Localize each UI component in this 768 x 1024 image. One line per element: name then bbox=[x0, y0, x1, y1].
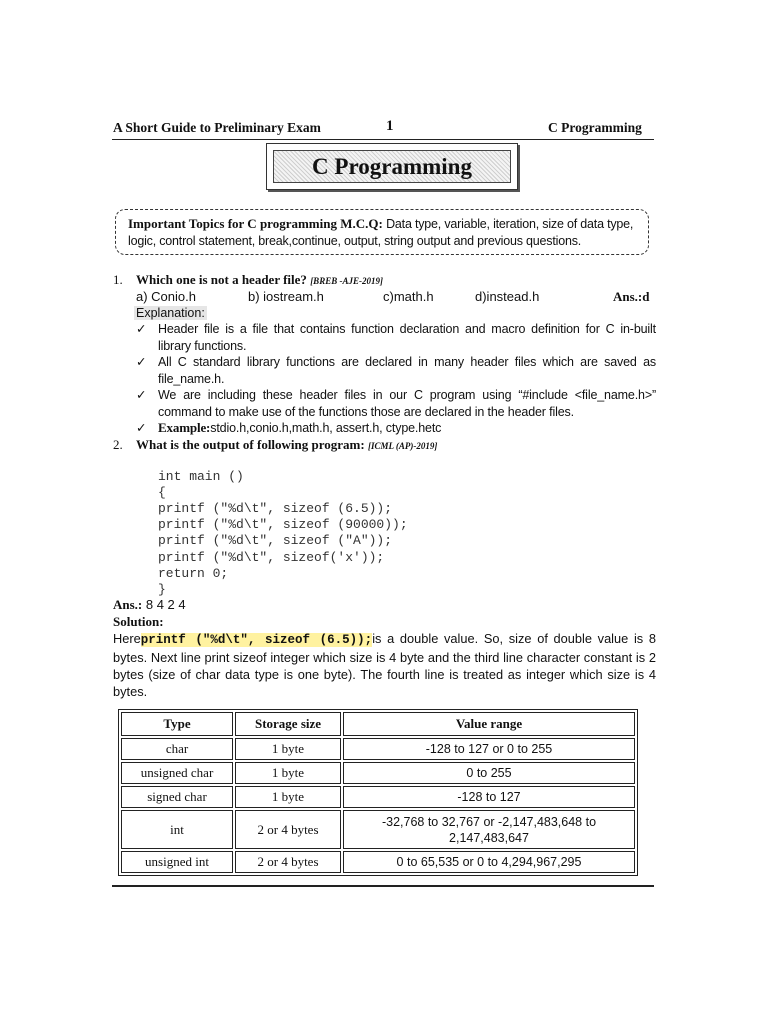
q2-number: 2. bbox=[113, 437, 123, 452]
solution-paragraph bbox=[113, 630, 656, 700]
check-icon: ✓ bbox=[136, 421, 147, 435]
q1-bullet-text: All C standard library functions are declared in many header files which are saved as file_name.h. bbox=[158, 355, 656, 386]
code-line: { bbox=[158, 485, 166, 501]
q2-answer-label: Ans.: bbox=[113, 597, 143, 612]
table-cell: unsigned char bbox=[121, 762, 233, 784]
header-rule bbox=[112, 139, 654, 140]
table-cell: -128 to 127 bbox=[343, 786, 635, 808]
table-cell: -32,768 to 32,767 or -2,147,483,648 to 2,147,483,647 bbox=[343, 810, 635, 849]
table-cell: unsigned int bbox=[121, 851, 233, 873]
q2-question-text: What is the output of following program: bbox=[136, 437, 365, 452]
example-text: stdio.h,conio.h,math.h, assert.h, ctype.hetc bbox=[210, 421, 442, 435]
q1-explanation-label: Explanation: bbox=[136, 306, 205, 320]
check-icon: ✓ bbox=[136, 355, 147, 369]
q2-answer-value: 8 4 2 4 bbox=[142, 597, 186, 612]
page-title: C Programming bbox=[273, 150, 511, 183]
table-cell: 0 to 255 bbox=[343, 762, 635, 784]
q1-option-b: b) iostream.h bbox=[248, 289, 324, 304]
table-cell: 0 to 65,535 or 0 to 4,294,967,295 bbox=[343, 851, 635, 873]
table-cell: -128 to 127 or 0 to 255 bbox=[343, 738, 635, 760]
q1-answer: Ans.:d bbox=[613, 289, 650, 304]
code-block bbox=[158, 453, 408, 598]
table-row bbox=[121, 738, 635, 760]
solution-code: printf ("%d\t", sizeof (6.5)); bbox=[140, 633, 373, 647]
important-topics-box bbox=[115, 209, 649, 255]
table-header: Type bbox=[121, 712, 233, 736]
table-cell: 1 byte bbox=[235, 786, 341, 808]
table-cell: 2 or 4 bytes bbox=[235, 810, 341, 849]
code-line: return 0; bbox=[158, 565, 229, 581]
table-header: Value range bbox=[343, 712, 635, 736]
q2-tag: [ICML (AP)-2019] bbox=[367, 441, 438, 451]
code-line: printf ("%d\t", sizeof (90000)); bbox=[158, 517, 408, 533]
topics-text: Data type, variable, iteration, size of data type, logic, control statement, break,continue, output, string output and previous questions. bbox=[128, 217, 634, 248]
table-header: Storage size bbox=[235, 712, 341, 736]
q1-question-text: Which one is not a header file? bbox=[136, 272, 307, 287]
q1-option-c: c)math.h bbox=[383, 289, 434, 304]
table-cell: signed char bbox=[121, 786, 233, 808]
topics-label: Important Topics for C programming M.C.Q: bbox=[128, 216, 383, 231]
q1-bullet bbox=[136, 387, 656, 421]
q1-bullet bbox=[136, 321, 656, 355]
q1-example bbox=[136, 420, 656, 437]
table-row bbox=[121, 762, 635, 784]
title-box bbox=[266, 143, 518, 190]
running-header-left: A Short Guide to Preliminary Exam bbox=[113, 120, 321, 135]
data-type-table bbox=[118, 709, 638, 876]
q2-answer bbox=[113, 597, 186, 613]
running-header-right: C Programming bbox=[548, 120, 642, 135]
code-line: printf ("%d\t", sizeof (6.5)); bbox=[158, 501, 393, 517]
q1-bullet-text: Header file is a file that contains function declaration and macro definition for C in-built library functions. bbox=[158, 322, 656, 353]
check-icon: ✓ bbox=[136, 388, 147, 402]
q1-bullet-text: We are including these header files in our C program using “#include <file_name.h>” command to make use of the functions those are declared in the header files. bbox=[158, 388, 656, 419]
q1-question bbox=[136, 272, 383, 288]
solution-here: Here bbox=[113, 631, 141, 646]
q1-option-a: a) Conio.h bbox=[136, 289, 196, 304]
table-row bbox=[121, 786, 635, 808]
table-header-row bbox=[121, 712, 635, 736]
table-cell: char bbox=[121, 738, 233, 760]
table-cell: 1 byte bbox=[235, 762, 341, 784]
solution-label: Solution: bbox=[113, 614, 164, 629]
table-cell: int bbox=[121, 810, 233, 849]
q1-tag: [BREB -AJE-2019] bbox=[310, 276, 383, 286]
footer-rule bbox=[112, 885, 654, 887]
q1-bullet bbox=[136, 354, 656, 388]
q2-question bbox=[136, 437, 437, 453]
table-row bbox=[121, 851, 635, 873]
code-line: printf ("%d\t", sizeof('x')); bbox=[158, 549, 385, 565]
solution-text: is a double value. So, size of double value is 8 bytes. Next line print sizeof integer which size is 4 byte and the third line character constant is 2 bytes (size of char data type is one byte). The fourth line is treated as integer which size is 4 bytes. bbox=[113, 631, 656, 699]
table-cell: 1 byte bbox=[235, 738, 341, 760]
example-label: Example: bbox=[158, 420, 211, 435]
check-icon: ✓ bbox=[136, 322, 147, 336]
q1-option-d: d)instead.h bbox=[475, 289, 540, 304]
code-line: printf ("%d\t", sizeof ("A")); bbox=[158, 533, 393, 549]
table-row bbox=[121, 810, 635, 849]
page-number: 1 bbox=[386, 118, 394, 134]
code-line: int main () bbox=[158, 469, 244, 485]
code-line: } bbox=[158, 581, 166, 597]
table-cell: 2 or 4 bytes bbox=[235, 851, 341, 873]
q1-number: 1. bbox=[113, 272, 123, 287]
